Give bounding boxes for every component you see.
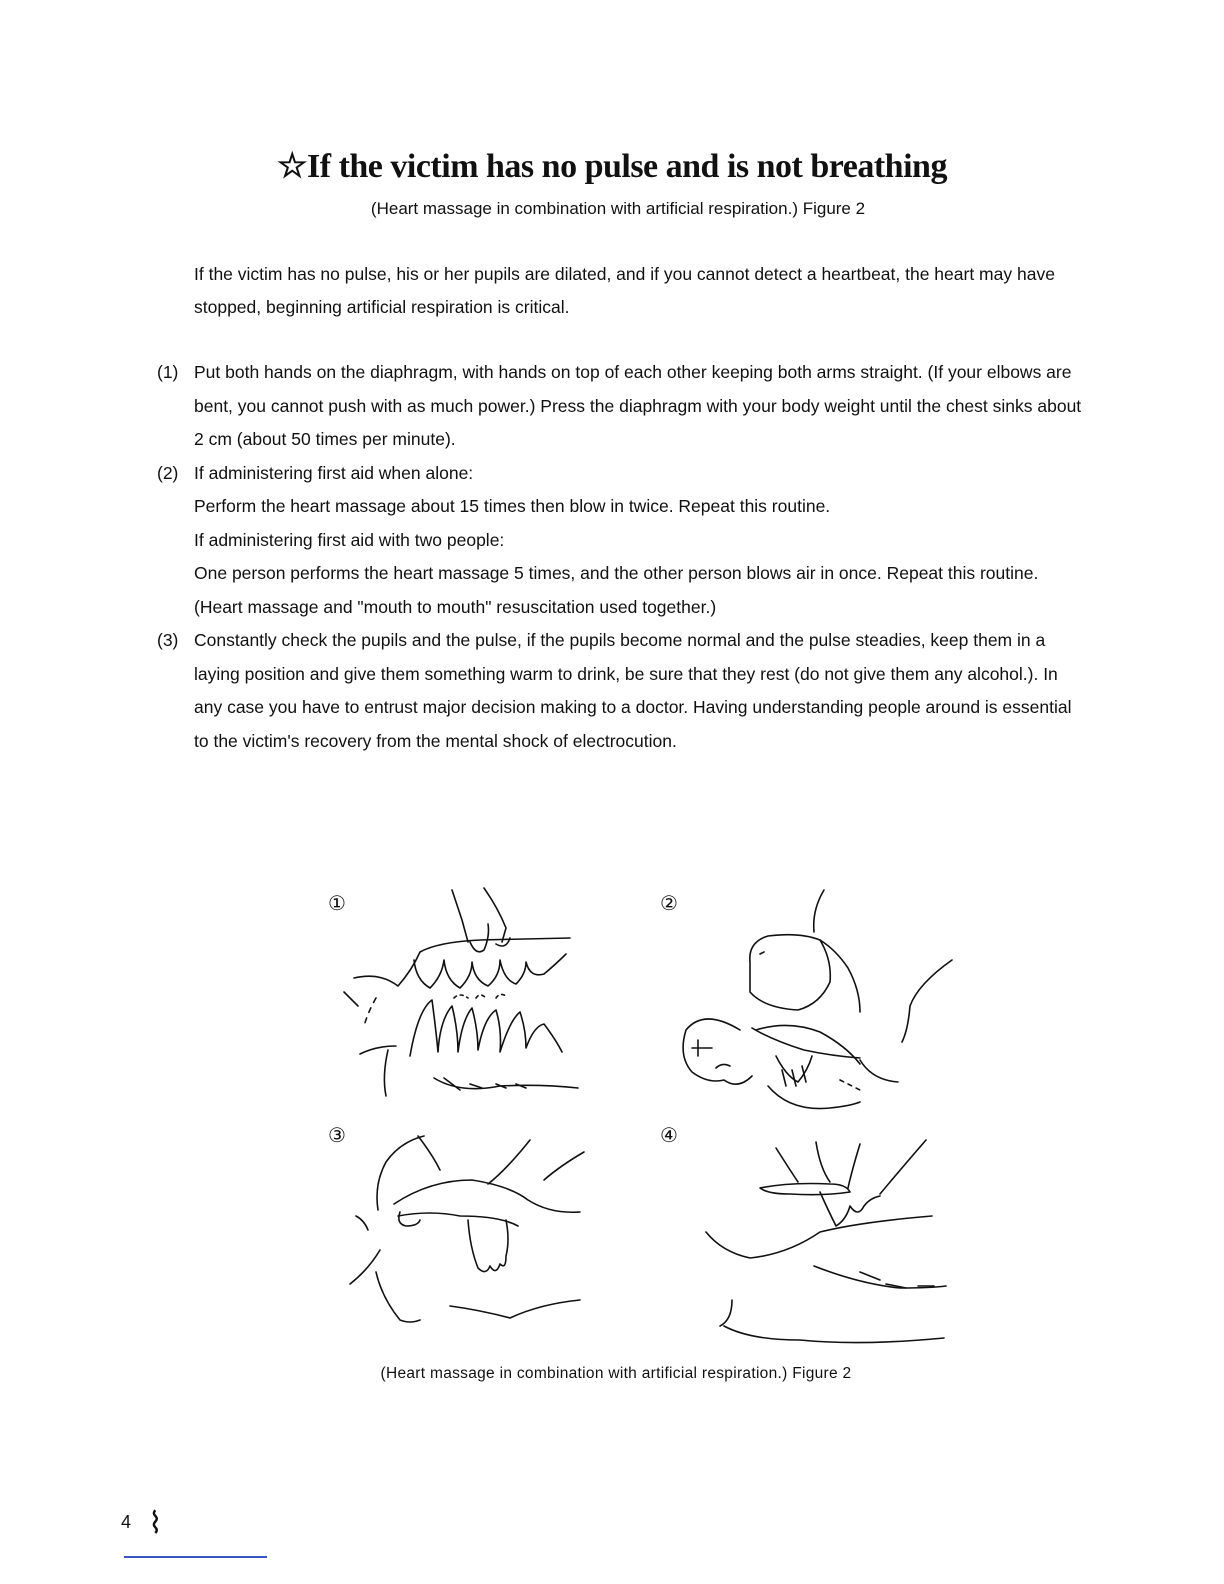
step-item-1	[154, 356, 1084, 457]
panel-number: ②	[660, 891, 678, 915]
page-number: 4	[121, 1512, 132, 1532]
step-text: Put both hands on the diaphragm, with hands on top of each other keeping both arms straight. (If your elbows are bent, you cannot push with as much power.) Press the diaphragm with your body weight until the chest sinks about 2 cm (about 50 times per minute).	[194, 362, 1082, 449]
panel-number: ①	[328, 891, 346, 915]
intro-paragraph: If the victim has no pulse, his or her pupils are dilated, and if you cannot detect a heartbeat, the heart may have stopped, beginning artificial respiration is critical.	[194, 264, 1055, 317]
page-subtitle: (Heart massage in combination with artificial respiration.) Figure 2	[370, 199, 866, 218]
step-text: Perform the heart massage about 15 times then blow in twice. Repeat this routine.	[194, 496, 831, 516]
panel-number: ③	[328, 1123, 346, 1147]
figure-caption: (Heart massage in combination with artificial respiration.) Figure 2	[380, 1365, 852, 1382]
page-title: ☆If the victim has no pulse and is not breathing	[277, 148, 947, 185]
step-number: (3)	[157, 630, 179, 650]
step-item-2	[154, 457, 1084, 625]
step-item-3	[154, 624, 1084, 758]
step-text: If administering first aid with two people:	[194, 529, 505, 550]
page-mark-icon: ⌇	[148, 1507, 163, 1540]
step-number: (1)	[157, 362, 179, 382]
step-text: One person performs the heart massage 5 times, and the other person blows air in once. Repeat this routine. (Heart massage and "mouth to mouth" resuscitation used together.)	[194, 563, 1039, 617]
cpr-illustration-svg	[320, 880, 960, 1350]
panel-4-drawing	[660, 1123, 946, 1343]
step-text: If administering first aid when alone:	[194, 462, 474, 483]
panel-number: ④	[660, 1123, 678, 1147]
panel-2-drawing	[660, 890, 952, 1109]
step-text: Constantly check the pupils and the pulse, if the pupils become normal and the pulse steadies, keep them in a laying position and give them something warm to drink, be sure that they rest (do not give them any alcohol.). In any case you have to entrust major decision making to a doctor. Having understanding people around is essential to the victim's recovery from the mental shock of electrocution.	[194, 630, 1072, 751]
panel-3-drawing	[328, 1123, 584, 1322]
cpr-illustration	[320, 880, 960, 1350]
footer-rule	[124, 1556, 267, 1558]
steps-list	[154, 356, 1084, 758]
panel-1-drawing	[328, 888, 578, 1096]
step-number: (2)	[157, 462, 179, 483]
